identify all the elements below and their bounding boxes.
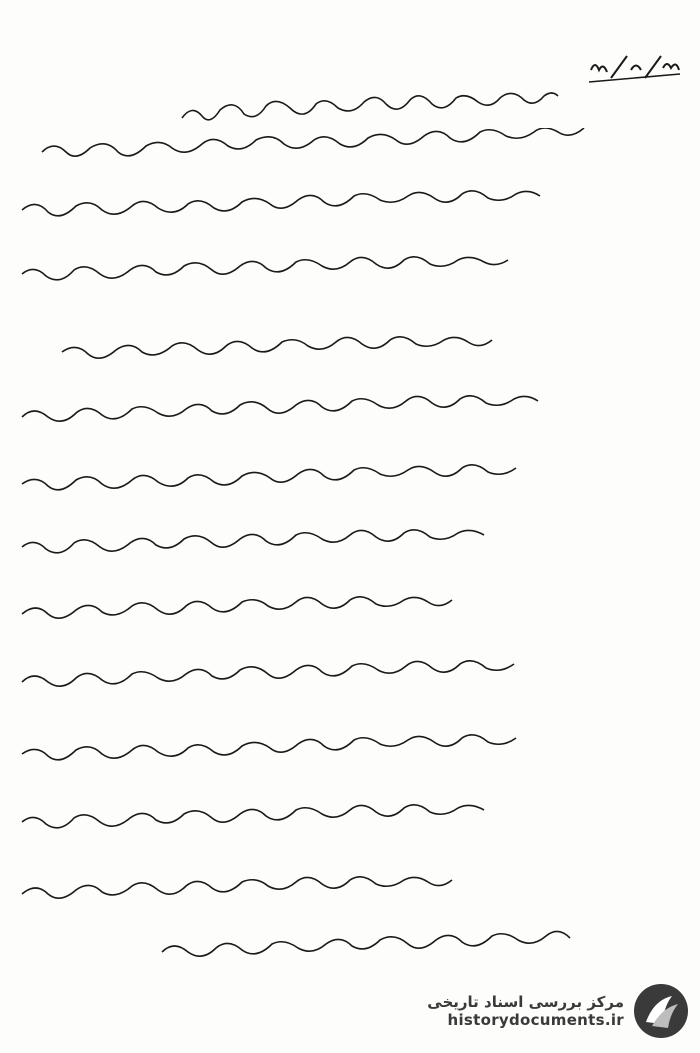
- watermark-text: [427, 993, 624, 1029]
- watermark-url: historydocuments.ir: [447, 1011, 624, 1029]
- manuscript-line-11: [20, 730, 670, 770]
- manuscript-line-14: [160, 930, 670, 970]
- manuscript-line-8: [20, 525, 670, 565]
- manuscript-line-2: [40, 128, 670, 168]
- manuscript-line-12: [20, 800, 670, 840]
- manuscript-line-4: [20, 250, 670, 290]
- manuscript-line-6: [20, 395, 670, 435]
- manuscript-line-13: [20, 870, 670, 910]
- manuscript-line-10: [20, 660, 670, 700]
- watermark-title: مرکز بررسی اسناد تاریخی: [427, 993, 624, 1011]
- book-pages-icon: [632, 982, 690, 1040]
- manuscript-line-9: [20, 590, 670, 630]
- manuscript-line-7: [20, 460, 670, 500]
- manuscript-line-5: [60, 330, 670, 370]
- manuscript-line-3: [20, 188, 670, 228]
- manuscript-line-1: [180, 88, 620, 128]
- handwritten-date-stamp: [587, 48, 682, 88]
- watermark: [390, 979, 690, 1043]
